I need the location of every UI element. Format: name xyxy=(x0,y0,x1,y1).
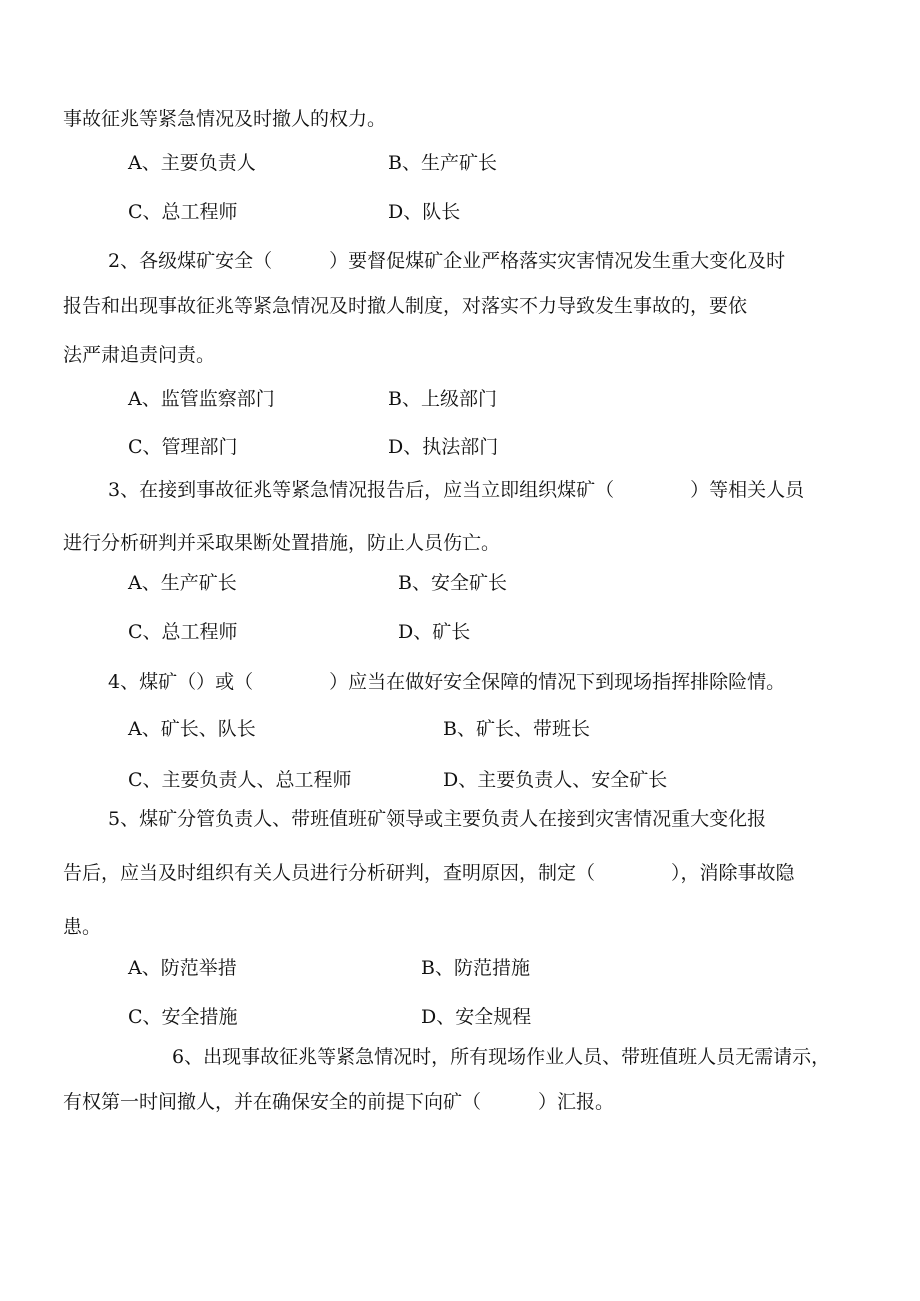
q6-line-1: 6、出现事故征兆等紧急情况时，所有现场作业人员、带班值班人员无需请示， xyxy=(172,1046,831,1068)
q5-line-2: 告后，应当及时组织有关人员进行分析研判，查明原因，制定（ ），消除事故隐 xyxy=(63,862,795,884)
q3-line-1: 3、在接到事故征兆等紧急情况报告后，应当立即组织煤矿（ ）等相关人员 xyxy=(108,479,805,501)
q2-option-d: D、执法部门 xyxy=(388,436,499,458)
q1-option-b: B、生产矿长 xyxy=(388,152,497,174)
q2-option-b: B、上级部门 xyxy=(388,388,497,410)
q5-line-3: 患。 xyxy=(63,916,102,938)
q3-option-d: D、矿长 xyxy=(398,621,471,643)
q1-option-d: D、队长 xyxy=(388,201,461,223)
q5-option-b: B、防范措施 xyxy=(421,957,530,979)
q5-line-1: 5、煤矿分管负责人、带班值班矿领导或主要负责人在接到灾害情况重大变化报 xyxy=(108,808,767,830)
q4-option-d: D、主要负责人、安全矿长 xyxy=(443,769,668,791)
q4-option-b: B、矿长、带班长 xyxy=(443,718,590,740)
q3-option-b: B、安全矿长 xyxy=(398,572,507,594)
q3-option-c: C、总工程师 xyxy=(128,621,238,643)
q4-option-a: A、矿长、队长 xyxy=(128,718,256,740)
q4-line-1: 4、煤矿（）或（ ）应当在做好安全保障的情况下到现场指挥排除险情。 xyxy=(108,671,786,693)
q6-line-2: 有权第一时间撤人，并在确保安全的前提下向矿（ ）汇报。 xyxy=(63,1091,615,1113)
q5-option-a: A、防范举措 xyxy=(128,957,237,979)
q3-line-2: 进行分析研判并采取果断处置措施，防止人员伤亡。 xyxy=(63,532,501,554)
q5-option-d: D、安全规程 xyxy=(421,1006,532,1028)
q1-option-a: A、主要负责人 xyxy=(128,152,256,174)
q3-option-a: A、生产矿长 xyxy=(128,572,237,594)
q2-line-3: 法严肃追责问责。 xyxy=(63,344,216,366)
q2-line-1: 2、各级煤矿安全（ ）要督促煤矿企业严格落实灾害情况发生重大变化及时 xyxy=(108,250,786,272)
q1-option-c: C、总工程师 xyxy=(128,201,238,223)
q2-option-c: C、管理部门 xyxy=(128,436,238,458)
q2-option-a: A、监管监察部门 xyxy=(128,388,275,410)
q5-option-c: C、安全措施 xyxy=(128,1006,238,1028)
q2-line-2: 报告和出现事故征兆等紧急情况及时撤人制度，对落实不力导致发生事故的，要依 xyxy=(63,295,748,317)
intro-line: 事故征兆等紧急情况及时撤人的权力。 xyxy=(63,108,387,130)
q4-option-c: C、主要负责人、总工程师 xyxy=(128,769,352,791)
